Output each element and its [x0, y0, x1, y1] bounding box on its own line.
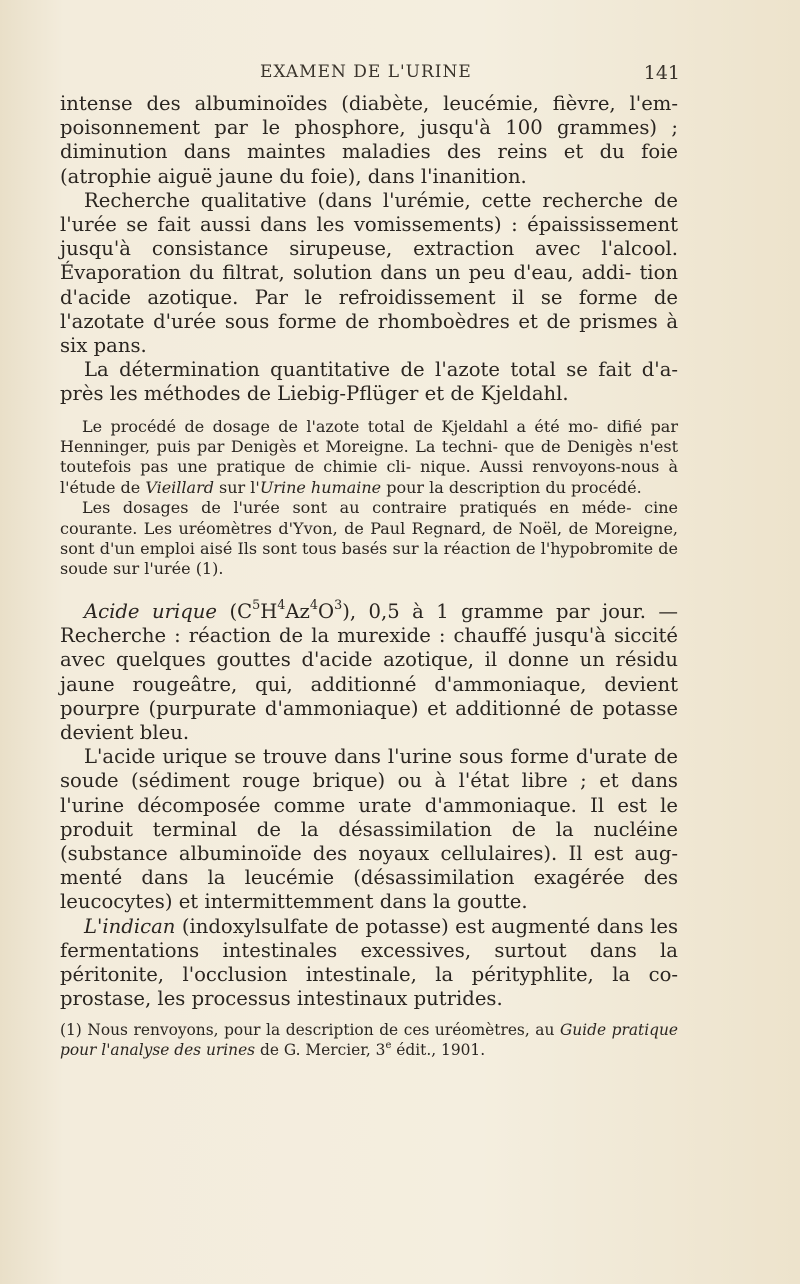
- paragraph: intense des albuminoïdes (diabète, leucémie, fièvre, l'em- poisonnement par le phosphore, jusqu'à 100 grammes) ; diminution dans maintes maladies des reins et du foie (atrophie aiguë jaune du foie), dans l'inanition.: [60, 92, 678, 188]
- paragraph: L'indican (indoxylsulfate de potasse) est augmenté dans les fermentations intestinales excessives, surtout dans la péritonite, l'occlusion intestinale, la pérityphlite, la co- prostase, les processus intestinaux putrides.: [60, 914, 678, 1011]
- author-name: Vieillard: [145, 477, 214, 497]
- paragraph: Recherche qualitative (dans l'urémie, cette recherche de l'urée se fait aussi dans les vomissements) : épaississement jusqu'à consistance sirupeuse, extraction avec l'alcool. Évaporation du filtrat, solution dans un peu d'eau, addi- tion d'acide azotique. Par le refroidissement il se forme de l'azotate d'urée sous forme de rhomboèdres et de prismes à six pans.: [60, 188, 678, 358]
- paragraph: Acide urique $(C^5H^4Az^4O^3)$, 0,5 à 1 gramme par jour. — Recherche : réaction de la murexide : chauffé jusqu'à siccité avec quelques gouttes d'acide azotique, il donne un résidu jaune rougeâtre, qui, additionné d'ammoniaque, devient pourpre (purpurate d'ammoniaque) et additionné de potasse devient bleu.: [60, 598, 678, 744]
- cited-work-title: Guide pratique pour l'analyse des urines: [60, 1021, 678, 1059]
- paragraph: Les dosages de l'urée sont au contraire pratiqués en méde- cine courante. Les uréomètres d'Yvon, de Paul Regnard, de Noël, de Moreigne, sont d'un emploi aisé Ils sont tous basés sur la réaction de l'hypobromite de soude sur l'urée (1).: [60, 498, 678, 579]
- page-body: [60, 92, 678, 1061]
- paragraph: La détermination quantitative de l'azote total se fait d'a- près les méthodes de Liebig-Pflüger et de Kjeldahl.: [60, 358, 678, 406]
- page-number: 141: [643, 62, 680, 84]
- section-title: Acide urique: [84, 599, 217, 623]
- work-title: Urine humaine: [259, 477, 382, 497]
- running-head: EXAMEN DE L'URINE: [260, 62, 472, 82]
- footnote: (1) Nous renvoyons, pour la description de ces uréomètres, au Guide pratique pour l'analyse des urines de G. Mercier, 3e édit., 1901.: [60, 1021, 678, 1059]
- paragraph: L'acide urique se trouve dans l'urine sous forme d'urate de soude (sédiment rouge brique) ou à l'état libre ; et dans l'urine décomposée comme urate d'ammoniaque. Il est le produit terminal de la désassimilation de la nucléine (substance albuminoïde des noyaux cellulaires). Il est aug- menté dans la leucémie (désassimilation exagérée des leucocytes) et intermittemment dans la goutte.: [60, 745, 678, 914]
- paragraph: Le procédé de dosage de l'azote total de Kjeldahl a été mo- difié par Henninger, puis par Denigès et Moreigne. La techni- que de Denigès n'est toutefois pas une pratique de chimie cli- nique. Aussi renvoyons-nous à l'étude de Vieillard sur l'Urine humaine pour la description du procédé.: [60, 416, 678, 497]
- main-text-bottom: [60, 600, 678, 1011]
- main-text-top: [60, 92, 678, 407]
- page-header: [60, 62, 680, 90]
- footnotes: [60, 1021, 678, 1060]
- section-title: L'indican: [84, 914, 176, 938]
- small-print-note: [60, 417, 678, 580]
